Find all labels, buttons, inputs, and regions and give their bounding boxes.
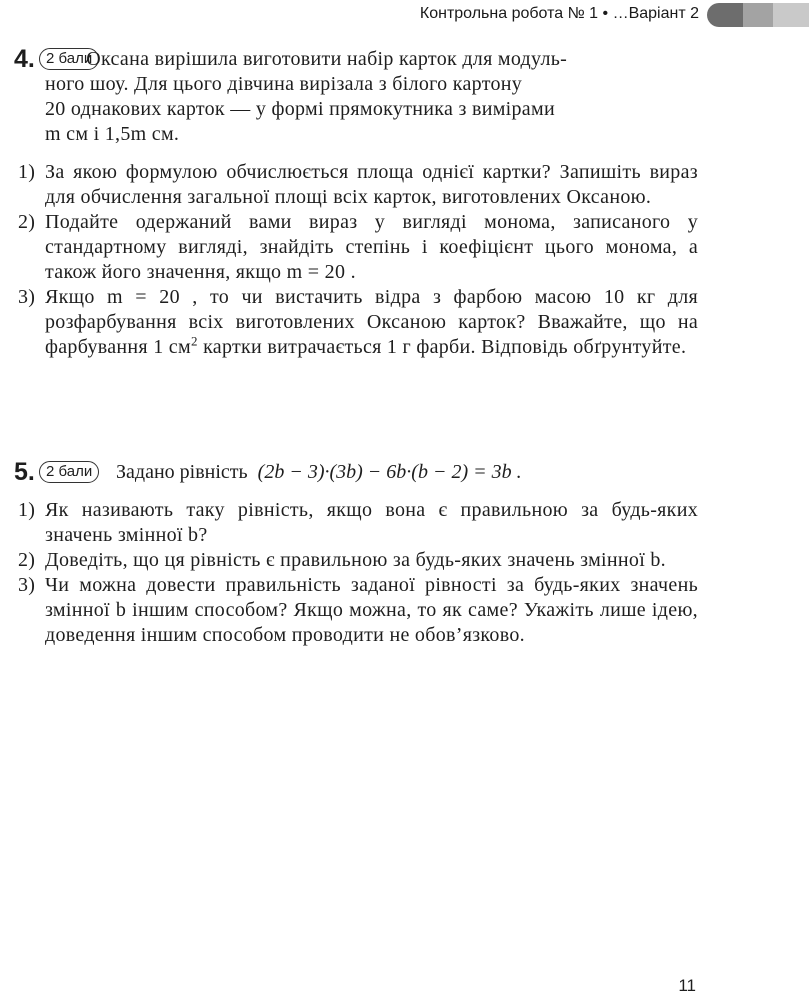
question-text: Чи можна довести правильність заданої рівності за будь-яких значень змінної b іншим способом? Якщо можна, то як саме? Укажіть лише ідею, доведення іншим способом проводити не обов’язково. [45,574,698,646]
task-4-statement [45,47,697,147]
task-4-question-2 [18,210,698,285]
question-number: 3) [18,574,36,596]
header-tab-decoration [707,3,809,27]
question-number: 1) [18,161,36,183]
task-5-equation: (2b − 3)·(3b) − 6b·(b − 2) = 3b . [257,461,522,483]
task-4-question-1 [18,160,698,210]
header-title: Контрольна робота № 1 • …Варіант 2 [419,5,699,22]
task-5-number: 5. [14,458,35,486]
task-5-question-1 [18,498,698,548]
task-4-statement-line: m см і 1,5m см. [45,123,180,145]
question-text: Як називають таку рівність, якщо вона є правильною за будь-яких значень змінної b? [45,499,698,546]
task-5-question-2 [18,548,698,573]
question-text: Якщо m = 20 , то чи вистачить відра з фарбою масою 10 кг для розфарбування всіх виготовлених Оксаною карток? Вважайте, що на фарбування 1 см [45,286,698,358]
task-4-statement-line: 20 однакових карток — у формі прямокутника з вимірами [45,98,555,120]
task-5-points-badge: 2 бали [39,461,99,483]
task-4-points-badge: 2 бали [39,48,99,70]
superscript: 2 [190,333,198,349]
task-5-question-3 [18,573,698,648]
question-number: 1) [18,499,36,521]
task-5-questions [18,498,698,648]
page-number: 11 [678,976,696,995]
question-number: 3) [18,286,36,308]
question-number: 2) [18,549,36,571]
task-5-statement [116,460,522,485]
task-4-number: 4. [14,45,35,73]
question-text: За якою формулою обчислюється площа однієї картки? Запишіть вираз для обчислення загальної площі всіх карток, виготовлених Оксаною. [45,161,698,208]
task-4-statement-line: Оксана вирішила виготовити набір карток для модуль- [86,48,568,70]
question-text: картки витрачається 1 г фарби. Відповідь обґрунтуйте. [197,336,687,358]
task-5-intro: Задано рівність [116,461,248,483]
task-4-questions [18,160,698,360]
question-number: 2) [18,211,36,233]
question-text: Подайте одержаний вами вираз у вигляді монома, записаного у стандартному вигляді, знайдіть степінь і коефіцієнт цього монома, а також його значення, якщо m = 20 . [45,211,698,283]
question-text: Доведіть, що ця рівність є правильною за будь-яких значень змінної b. [45,549,666,571]
header-tab-mid [743,3,773,27]
task-4-statement-line: ного шоу. Для цього дівчина вирізала з білого картону [45,73,523,95]
task-4-question-3 [18,285,698,360]
header-tab-light [773,3,809,27]
page-header [0,3,809,29]
